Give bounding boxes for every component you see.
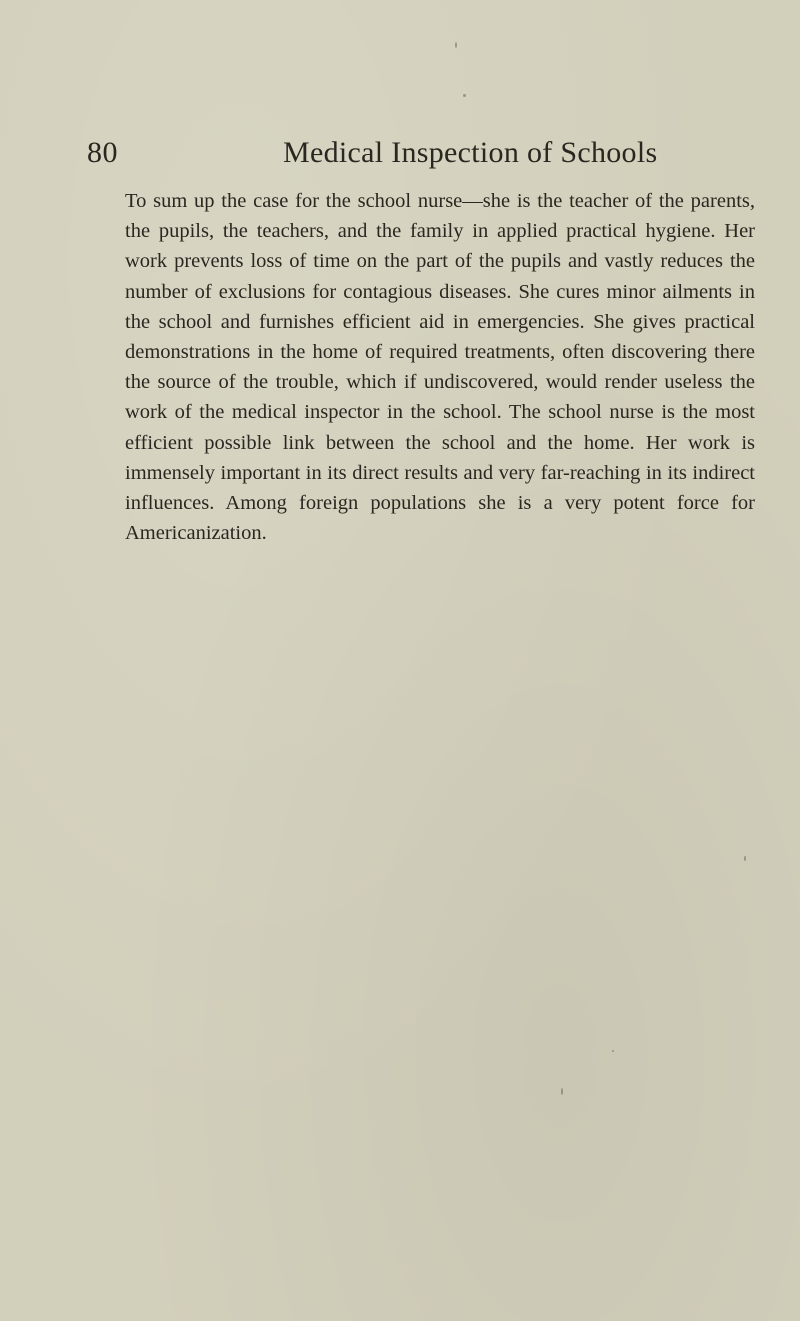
paper-speck: [455, 42, 457, 48]
running-head: [0, 131, 800, 175]
paper-speck: [744, 856, 746, 861]
paper-speck: [561, 1088, 563, 1095]
paper-speck: [612, 1050, 614, 1052]
body-paragraph: To sum up the case for the school nurse—she is the teacher of the parents, the pupils, the teachers, and the family in applied practical hygiene. Her work prevents loss of time on the part of the pupils and vastly reduces the number of exclusions for contagious diseases. She cures minor ailments in the school and furnishes efficient aid in emergencies. She gives practical demonstrations in the home of required treatments, often discovering there the source of the trouble, which if undiscovered, would render useless the work of the medical inspector in the school. The school nurse is the most efficient possible link between the school and the home. Her work is immensely important in its direct results and very far-reaching in its indirect influences. Among foreign populations she is a very potent force for Americanization.: [125, 190, 755, 545]
running-title: Medical Inspection of Schools: [283, 136, 658, 169]
page-number: 80: [87, 136, 118, 169]
paper-speck: [463, 94, 466, 97]
